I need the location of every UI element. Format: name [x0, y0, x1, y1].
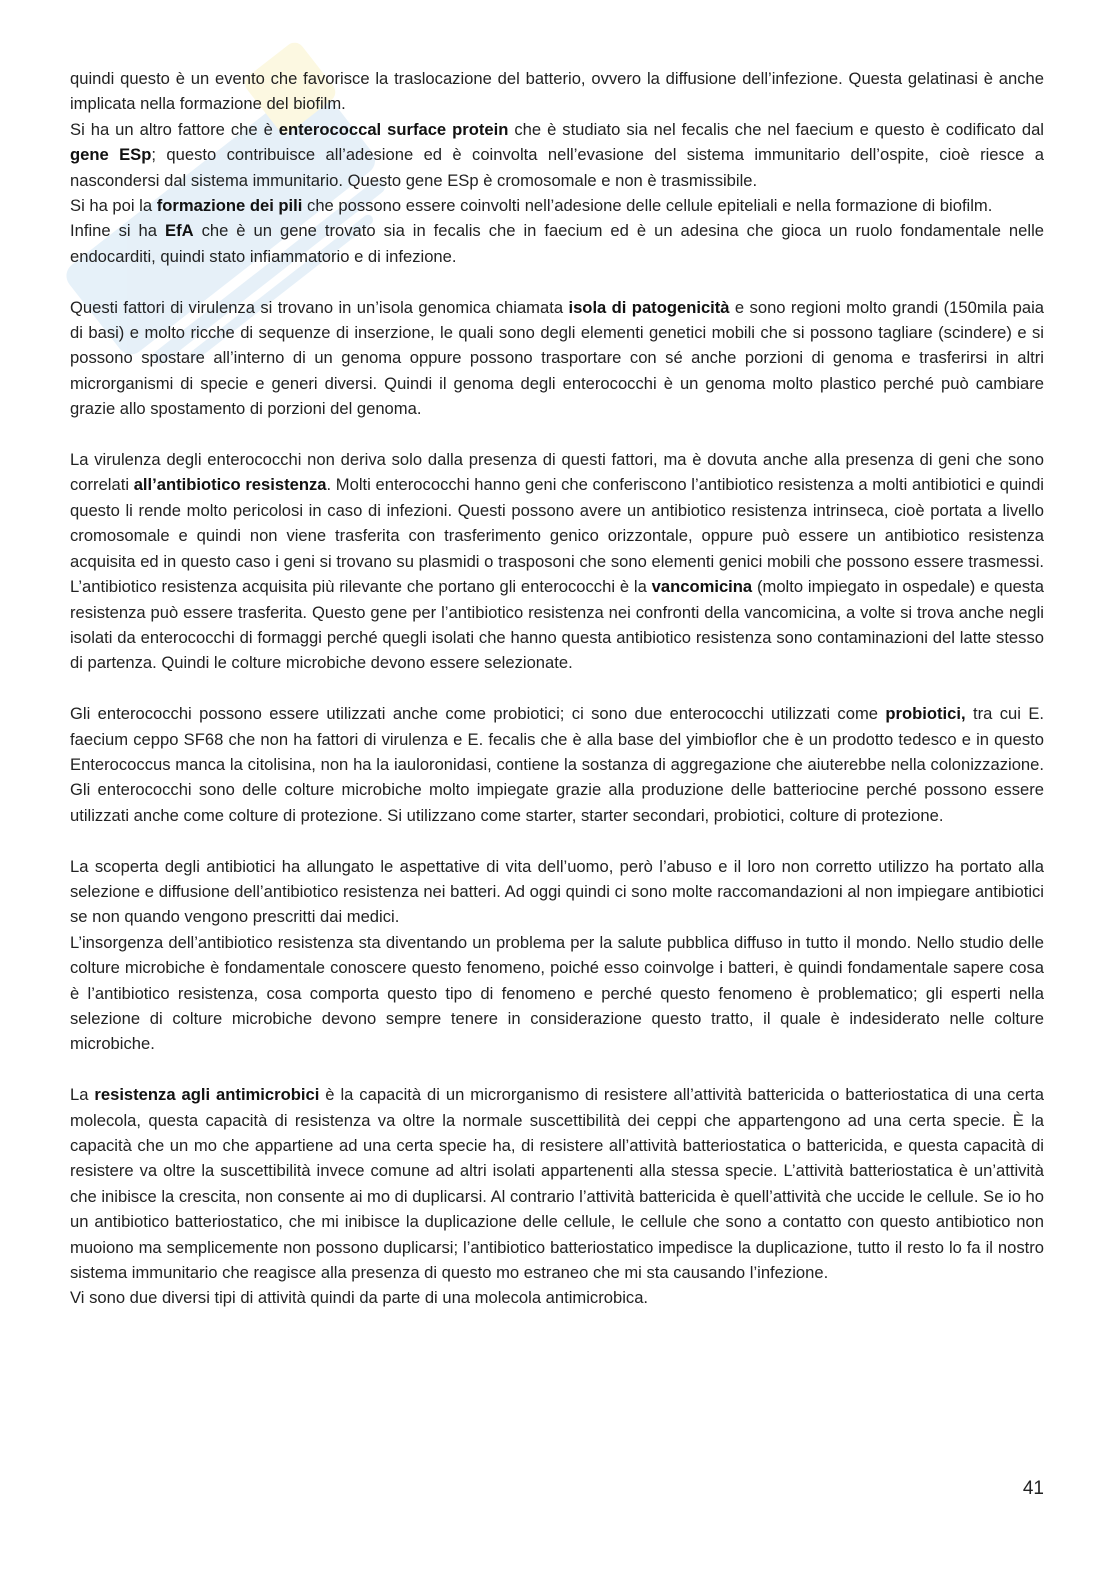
paragraph: [70, 701, 1044, 828]
text-run: L’insorgenza dell’antibiotico resistenza sta diventando un problema per la salute pubblica diffuso in tutto il mondo. Nello studio delle colture microbiche è fondamentale conoscere questo fenomeno, poiché esso coinvolge i batteri, è quindi fondamentale sapere cosa è l’antibiotico resistenza, cosa comporta questo tipo di fenomeno e perché questo fenomeno è problematico; gli esperti nella selezione di colture microbiche devono sempre tenere in considerazione questo tratto, il quale è indesiderato nelle colture microbiche.: [70, 932, 1044, 1054]
bold-term: all’antibiotico resistenza: [133, 475, 327, 495]
text-run: quindi questo è un evento che favorisce la traslocazione del batterio, ovvero la diffusione dell’infezione. Questa gelatinasi è anche implicata nella formazione del biofilm.: [70, 69, 1044, 114]
text-run: che possono essere coinvolti nell’adesione delle cellule epiteliali e nella formazione di biofilm.: [302, 196, 993, 216]
text-run: e sono regioni molto grandi (150mila paia di basi) e molto ricche di sequenze di inserzione, le quali sono degli elementi genetici mobili che si possono tagliare (scindere) e si possono spostare all’interno di un genoma oppure possono trasportare con sé anche porzioni di genoma e trasferirsi in altri microrganismi di specie e generi diversi. Quindi il genoma degli enterococchi è un genoma molto plastico perché può cambiare grazie allo spostamento di porzioni del genoma.: [70, 297, 1045, 419]
text-run: La scoperta degli antibiotici ha allungato le aspettative di vita dell’uomo, però l’abuso e il loro non corretto utilizzo ha portato alla selezione e diffusione dell’antibiotico resistenza nei batteri. Ad oggi quindi ci sono molte raccomandazioni al non impiegare antibiotici se non quando vengono prescritti dai medici.: [70, 856, 1044, 927]
text-run: Si ha poi la: [70, 196, 157, 216]
text-run: che è un gene trovato sia in fecalis che in faecium ed è un adesina che gioca un ruolo fondamentale nelle endocarditi, quindi stato infiammatorio e di infezione.: [70, 221, 1044, 266]
text-run: La: [70, 1085, 95, 1105]
text-run: Infine si ha: [70, 221, 165, 241]
document-body: [70, 66, 1044, 1311]
paragraph: [70, 854, 1044, 930]
text-run: ; questo contribuisce all’adesione ed è coinvolta nell’evasione del sistema immunitario dell’ospite, cioè riesce a nascondersi dal sistema immunitario. Questo gene ESp è cromosomale e non è trasmissibile.: [70, 145, 1044, 190]
text-run: . Molti enterococchi hanno geni che conferiscono l’antibiotico resistenza a molti antibiotici e quindi questo li rende molto pericolosi in caso di infezioni. Questi possono avere un antibiotico resistenza intrinseca, cioè portata a livello cromosomale e quindi non viene trasferita con trasferimento genico orizzontale, oppure può essere un antibiotico resistenza acquisita ed in questo caso i geni si trovano su plasmidi o trasposoni che sono elementi genici mobili che possono essere trasmessi. L’antibiotico resistenza acquisita più rilevante che portano gli enterococchi è la: [70, 475, 1044, 597]
text-run: La virulenza degli enterococchi non deriva solo dalla presenza di questi fattori, ma è dovuta anche alla presenza di geni che sono correlati: [70, 450, 1044, 495]
bold-term: resistenza agli antimicrobici: [94, 1085, 320, 1105]
text-run: (molto impiegato in ospedale) e questa resistenza può essere trasferita. Questo gene per l’antibiotico resistenza nei confronti della vancomicina, a volte si trova anche negli isolati da enterococchi di formaggi perché quegli isolati che hanno questa antibiotico resistenza sono contaminazioni del latte stesso di partenza. Quindi le colture microbiche devono essere selezionate.: [70, 577, 1044, 673]
bold-term: enterococcal surface protein: [278, 119, 509, 139]
paragraph: [70, 295, 1044, 422]
paragraph: [70, 1285, 1044, 1310]
text-run: Vi sono due diversi tipi di attività quindi da parte di una molecola antimicrobica.: [70, 1288, 649, 1308]
paragraph: [70, 193, 1044, 218]
paragraph: [70, 218, 1044, 269]
text-run: Gli enterococchi possono essere utilizzati anche come probiotici; ci sono due enterococchi utilizzati come: [70, 704, 886, 724]
bold-term: isola di patogenicità: [568, 297, 730, 317]
bold-term: probiotici,: [885, 704, 966, 724]
bold-term: formazione dei pili: [156, 196, 303, 216]
text-run: Questi fattori di virulenza si trovano in un’isola genomica chiamata: [70, 297, 569, 317]
paragraph: [70, 66, 1044, 117]
bold-term: gene ESp: [70, 145, 152, 165]
text-run: tra cui E. faecium ceppo SF68 che non ha fattori di virulenza e E. fecalis che è alla base del yimbioflor che è un prodotto tedesco e in questo Enterococcus manca la citolisina, non ha la iauloronidasi, contiene la sostanza di aggregazione che aiuterebbe nella colonizzazione. Gli enterococchi sono delle colture microbiche molto impiegate grazie alla produzione delle batteriocine perché possono essere utilizzati anche come colture di protezione. Si utilizzano come starter, starter secondari, probiotici, colture di protezione.: [70, 704, 1045, 825]
paragraph: [70, 930, 1044, 1057]
bold-term: EfA: [165, 221, 194, 241]
text-run: che è studiato sia nel fecalis che nel faecium e questo è codificato dal: [508, 119, 1044, 139]
text-run: Si ha un altro fattore che è: [70, 119, 279, 139]
paragraph: [70, 1082, 1044, 1285]
bold-term: vancomicina: [651, 577, 753, 597]
paragraph: [70, 447, 1044, 676]
page-number: 41: [1022, 1478, 1044, 1499]
text-run: è la capacità di un microrganismo di resistere all’attività battericida o batteriostatica di una certa molecola, questa capacità di resistenza va oltre la normale suscettibilità dei ceppi che appartengono ad una certa specie. È la capacità che un mo che appartiene ad una certa specie ha, di resistere all’attività batteriostatica o battericida, e questa capacità di resistere va oltre la suscettibilità invece comune ad altri isolati appartenenti alla stessa specie. L’attività batteriostatica è un’attività che inibisce la crescita, non consente ai mo di duplicarsi. Al contrario l’attività battericida è quell’attività che uccide le cellule. Se io ho un antibiotico batteriostatico, che mi inibisce la duplicazione delle cellule, le cellule che sono a contatto con questo antibiotico non muoiono ma semplicemente non possono duplicarsi; l’antibiotico batteriostatico impedisce la duplicazione, tutto il resto lo fa il nostro sistema immunitario che reagisce alla presenza di questo mo estraneo che mi sta causando l’infezione.: [70, 1085, 1045, 1283]
paragraph: [70, 117, 1044, 193]
